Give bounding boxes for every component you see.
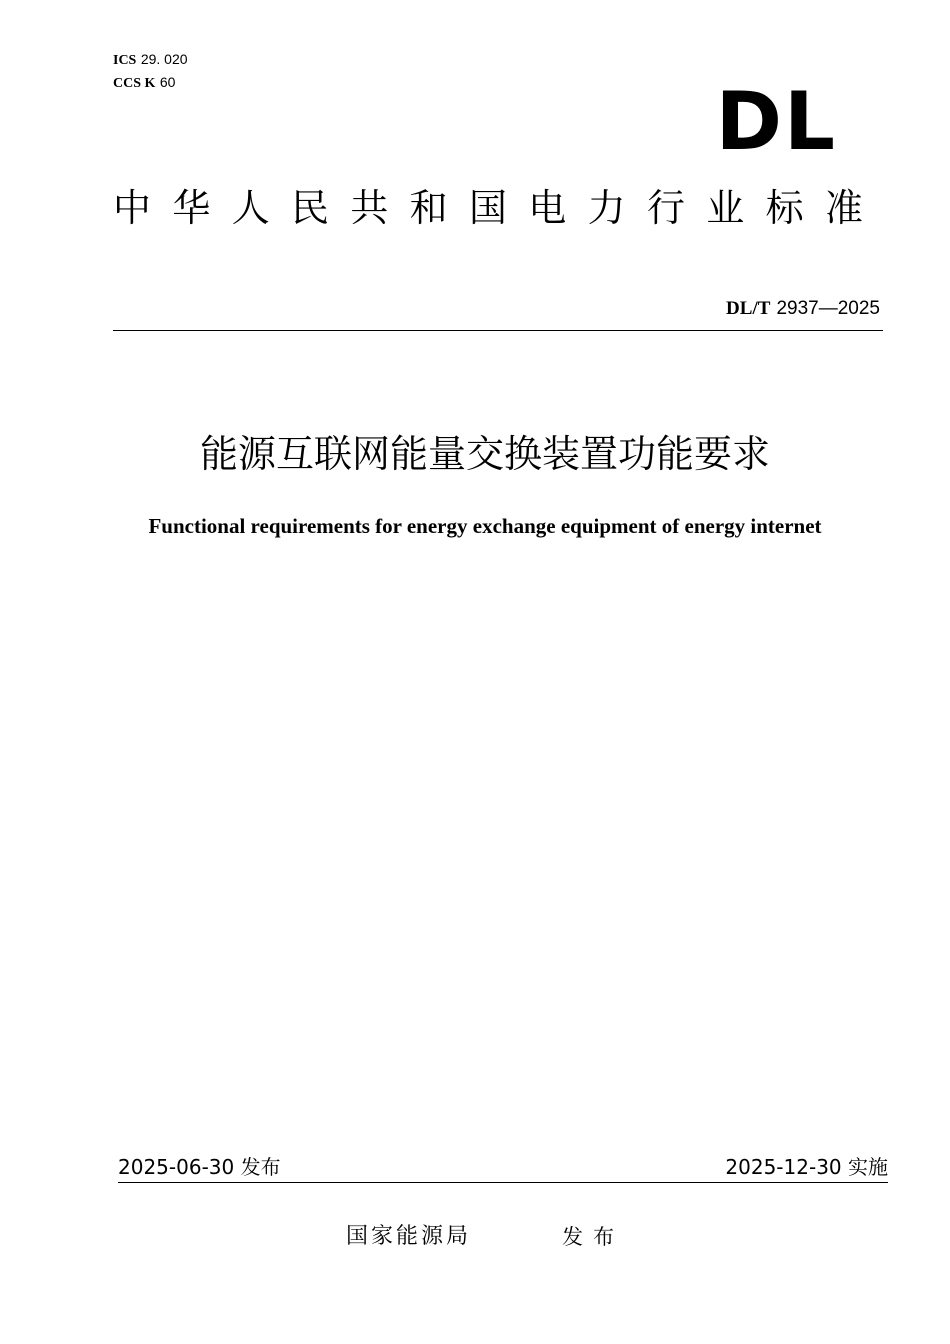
standard-type-char: 中 (113, 186, 152, 230)
ccs-value: 60 (159, 74, 176, 90)
ccs-code (113, 73, 175, 93)
standard-type-char: 华 (172, 186, 211, 230)
title-english: Functional requirements for energy exchange equipment of energy internet (148, 514, 822, 538)
title-chinese: 能源互联网能量交换装置功能要求 (199, 432, 770, 476)
standard-type-char: 力 (587, 186, 626, 230)
ics-value: 29. 020 (140, 51, 188, 67)
standard-type-char: 标 (765, 186, 804, 230)
ics-code (113, 50, 188, 70)
dl-logo: DL (715, 75, 837, 168)
standard-type-char: 国 (468, 186, 507, 230)
standard-number-value: 2937—2025 (776, 298, 880, 319)
publish-date: 2025-06-30 发布 (118, 1155, 281, 1179)
standard-type (113, 185, 863, 231)
standard-type-char: 共 (350, 186, 389, 230)
ccs-label: CCS K (113, 76, 156, 91)
standard-number (726, 296, 880, 321)
top-divider (113, 330, 883, 331)
standard-number-prefix: DL/T (726, 298, 771, 319)
standard-type-char: 电 (528, 186, 567, 230)
standard-type-char: 民 (290, 186, 329, 230)
bottom-divider (118, 1182, 888, 1183)
implement-date: 2025-12-30 实施 (725, 1155, 888, 1179)
standard-type-char: 业 (706, 186, 745, 230)
standard-type-char: 人 (231, 186, 270, 230)
issuer-name: 国家能源局 (346, 1224, 472, 1249)
standard-type-char: 和 (409, 186, 448, 230)
issue-word: 发布 (562, 1225, 624, 1249)
ics-label: ICS (113, 53, 137, 68)
standard-type-char: 行 (646, 186, 685, 230)
standard-type-char: 准 (824, 186, 863, 230)
